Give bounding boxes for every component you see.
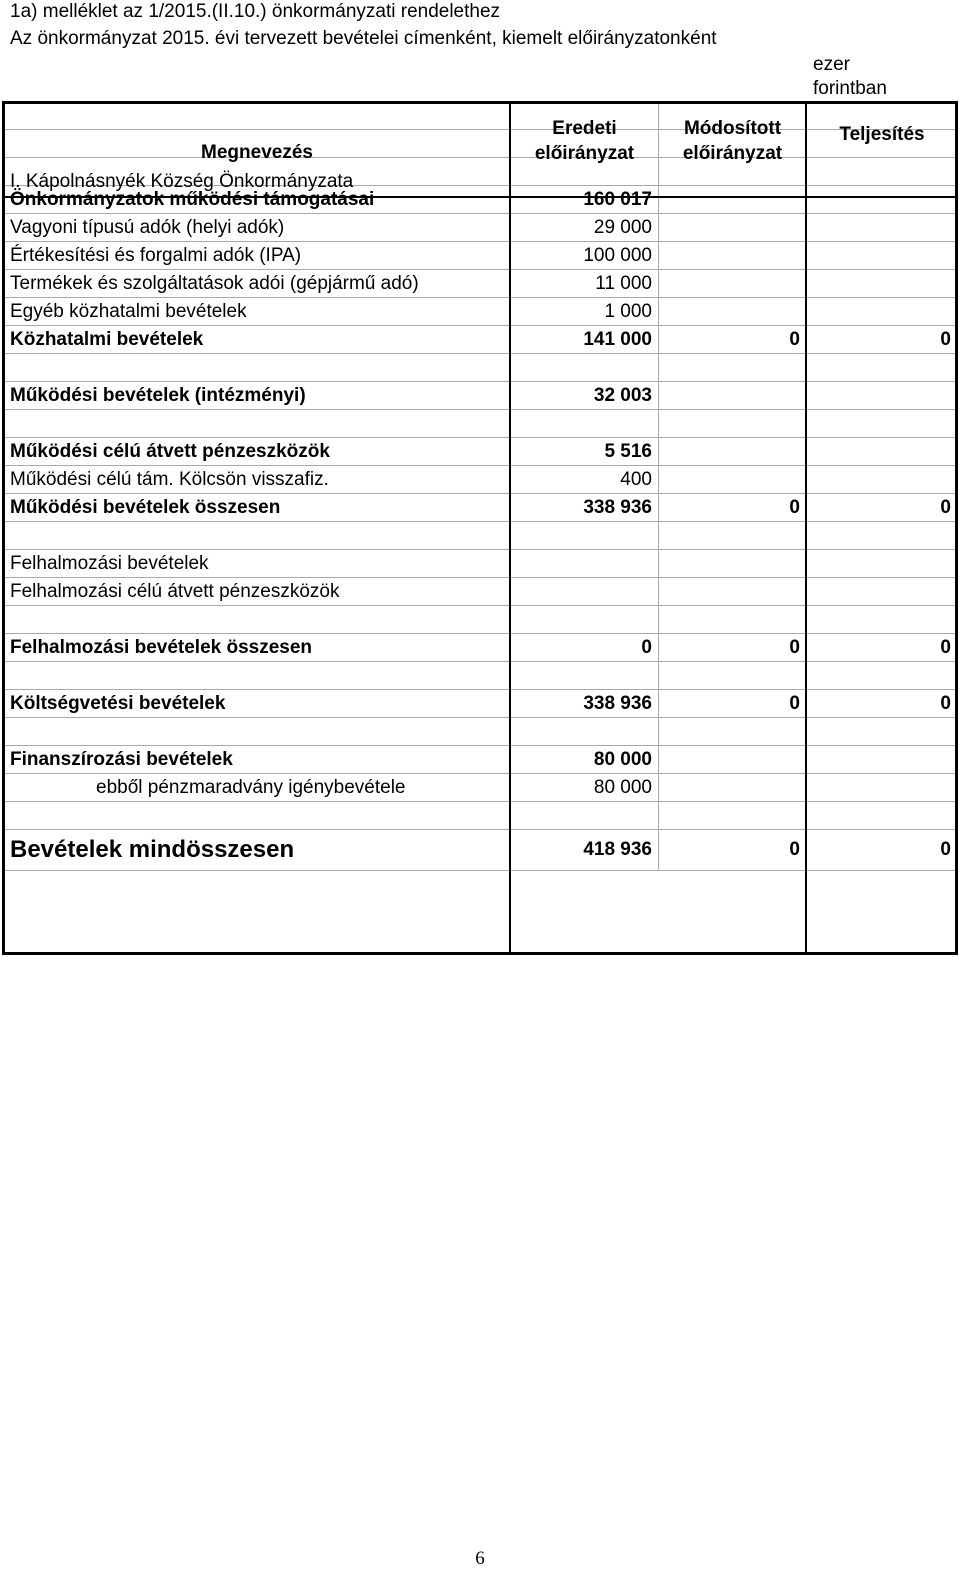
row-label: Értékesítési és forgalmi adók (IPA) <box>4 242 511 270</box>
row-label: Vagyoni típusú adók (helyi adók) <box>4 214 511 242</box>
table-row <box>4 382 958 410</box>
table-row <box>4 634 958 662</box>
modified-value <box>659 522 807 550</box>
row-label: Felhalmozási bevételek <box>4 550 511 578</box>
original-value: 11 000 <box>511 270 659 298</box>
table-row <box>4 662 958 690</box>
row-label: Felhalmozási célú átvett pénzeszközök <box>4 578 511 606</box>
row-label: Finanszírozási bevételek <box>4 746 511 774</box>
table-body <box>4 130 958 871</box>
fulfilment-value: 0 <box>807 634 958 662</box>
fulfilment-value: 0 <box>807 830 958 871</box>
fulfilment-value <box>807 662 958 690</box>
original-value <box>511 522 659 550</box>
table-row <box>4 718 958 746</box>
original-value: 1 000 <box>511 298 659 326</box>
row-label: Önkormányzatok működési támogatásai <box>4 186 511 214</box>
fulfilment-value <box>807 802 958 830</box>
modified-value <box>659 270 807 298</box>
original-value: 80 000 <box>511 746 659 774</box>
table-row <box>4 578 958 606</box>
row-label: Felhalmozási bevételek összesen <box>4 634 511 662</box>
table-row <box>4 690 958 718</box>
original-value <box>511 410 659 438</box>
row-label <box>4 802 511 830</box>
modified-value <box>659 382 807 410</box>
row-label <box>4 522 511 550</box>
column-header-modified-line1: Módosított <box>683 118 782 139</box>
modified-value <box>659 718 807 746</box>
fulfilment-value <box>807 270 958 298</box>
table-row <box>4 802 958 830</box>
modified-value <box>659 186 807 214</box>
modified-value <box>659 578 807 606</box>
row-label: Bevételek mindösszesen <box>4 830 511 871</box>
table-row <box>4 830 958 871</box>
section-title: I. Kápolnásnyék Község Önkormányzata <box>10 171 354 192</box>
original-value: 0 <box>511 634 659 662</box>
table-row <box>4 494 958 522</box>
table-row <box>4 466 958 494</box>
fulfilment-value: 0 <box>807 326 958 354</box>
unit-label-line1: ezer <box>813 54 850 75</box>
row-label <box>4 718 511 746</box>
modified-value <box>659 550 807 578</box>
modified-value <box>659 746 807 774</box>
original-value <box>511 606 659 634</box>
fulfilment-value <box>807 550 958 578</box>
fulfilment-value <box>807 410 958 438</box>
header-fulfilment-cell <box>807 102 958 145</box>
row-label: Termékek és szolgáltatások adói (gépjármű adó) <box>4 270 511 298</box>
fulfilment-value <box>807 578 958 606</box>
fulfilment-value <box>807 158 958 186</box>
table-row <box>4 410 958 438</box>
header-name-cell <box>4 102 511 192</box>
document-subtitle: Az önkormányzat 2015. évi tervezett bevételei címenként, kiemelt előirányzatonként <box>10 28 717 49</box>
table-row <box>4 438 958 466</box>
modified-value <box>659 606 807 634</box>
original-value <box>511 578 659 606</box>
fulfilment-value <box>807 214 958 242</box>
modified-value <box>659 662 807 690</box>
table-row <box>4 354 958 382</box>
original-value: 29 000 <box>511 214 659 242</box>
table-row <box>4 606 958 634</box>
row-label: Működési célú tám. Kölcsön visszafiz. <box>4 466 511 494</box>
revenue-table <box>3 101 958 871</box>
original-value <box>511 354 659 382</box>
original-value: 400 <box>511 466 659 494</box>
modified-value: 0 <box>659 830 807 871</box>
modified-value <box>659 410 807 438</box>
table-row <box>4 270 958 298</box>
modified-value <box>659 802 807 830</box>
modified-value: 0 <box>659 326 807 354</box>
fulfilment-value: 0 <box>807 690 958 718</box>
row-label <box>4 662 511 690</box>
original-value <box>511 802 659 830</box>
original-value: 160 017 <box>511 186 659 214</box>
table-row <box>4 326 958 354</box>
row-label <box>4 354 511 382</box>
row-label: Működési célú átvett pénzeszközök <box>4 438 511 466</box>
column-header-original-line2: előirányzat <box>534 143 635 164</box>
fulfilment-value <box>807 242 958 270</box>
original-value: 5 516 <box>511 438 659 466</box>
row-label: Egyéb közhatalmi bevételek <box>4 298 511 326</box>
modified-value: 0 <box>659 494 807 522</box>
row-label: Működési bevételek (intézményi) <box>4 382 511 410</box>
original-value: 338 936 <box>511 690 659 718</box>
original-value <box>511 550 659 578</box>
fulfilment-value <box>807 382 958 410</box>
page-number: 6 <box>475 1548 485 1569</box>
original-value <box>511 718 659 746</box>
fulfilment-value <box>807 522 958 550</box>
original-value: 80 000 <box>511 774 659 802</box>
fulfilment-value <box>807 746 958 774</box>
modified-value <box>659 298 807 326</box>
fulfilment-value: 0 <box>807 494 958 522</box>
fulfilment-value <box>807 438 958 466</box>
column-header-name: Megnevezés <box>201 142 313 163</box>
column-header-modified-line2: előirányzat <box>682 143 783 164</box>
original-value: 418 936 <box>511 830 659 871</box>
original-value: 141 000 <box>511 326 659 354</box>
fulfilment-value <box>807 718 958 746</box>
fulfilment-value <box>807 466 958 494</box>
modified-value <box>659 774 807 802</box>
table-header-row <box>4 102 958 130</box>
fulfilment-value <box>807 354 958 382</box>
table-row <box>4 774 958 802</box>
modified-value <box>659 438 807 466</box>
table-row <box>4 214 958 242</box>
row-label: Költségvetési bevételek <box>4 690 511 718</box>
modified-value <box>659 214 807 242</box>
row-label: ebből pénzmaradvány igénybevétele <box>4 774 511 802</box>
unit-label-line2: forintban <box>813 78 887 99</box>
modified-value <box>659 466 807 494</box>
original-value: 32 003 <box>511 382 659 410</box>
fulfilment-value <box>807 298 958 326</box>
original-value: 100 000 <box>511 242 659 270</box>
header-original-cell <box>511 102 659 164</box>
modified-value <box>659 354 807 382</box>
table-row <box>4 550 958 578</box>
table-row <box>4 746 958 774</box>
row-label <box>4 606 511 634</box>
original-value <box>511 662 659 690</box>
table-row <box>4 522 958 550</box>
row-label: Közhatalmi bevételek <box>4 326 511 354</box>
table-row <box>4 298 958 326</box>
column-header-fulfilment: Teljesítés <box>839 124 925 145</box>
annex-title: 1a) melléklet az 1/2015.(II.10.) önkormányzati rendelethez <box>10 1 501 22</box>
header-modified-cell <box>659 102 807 164</box>
modified-value: 0 <box>659 634 807 662</box>
table-row <box>4 242 958 270</box>
modified-value <box>659 242 807 270</box>
original-value: 338 936 <box>511 494 659 522</box>
row-label <box>4 410 511 438</box>
column-header-original-line1: Eredeti <box>552 118 617 139</box>
fulfilment-value <box>807 774 958 802</box>
fulfilment-value <box>807 186 958 214</box>
row-label: Működési bevételek összesen <box>4 494 511 522</box>
fulfilment-value <box>807 606 958 634</box>
modified-value: 0 <box>659 690 807 718</box>
